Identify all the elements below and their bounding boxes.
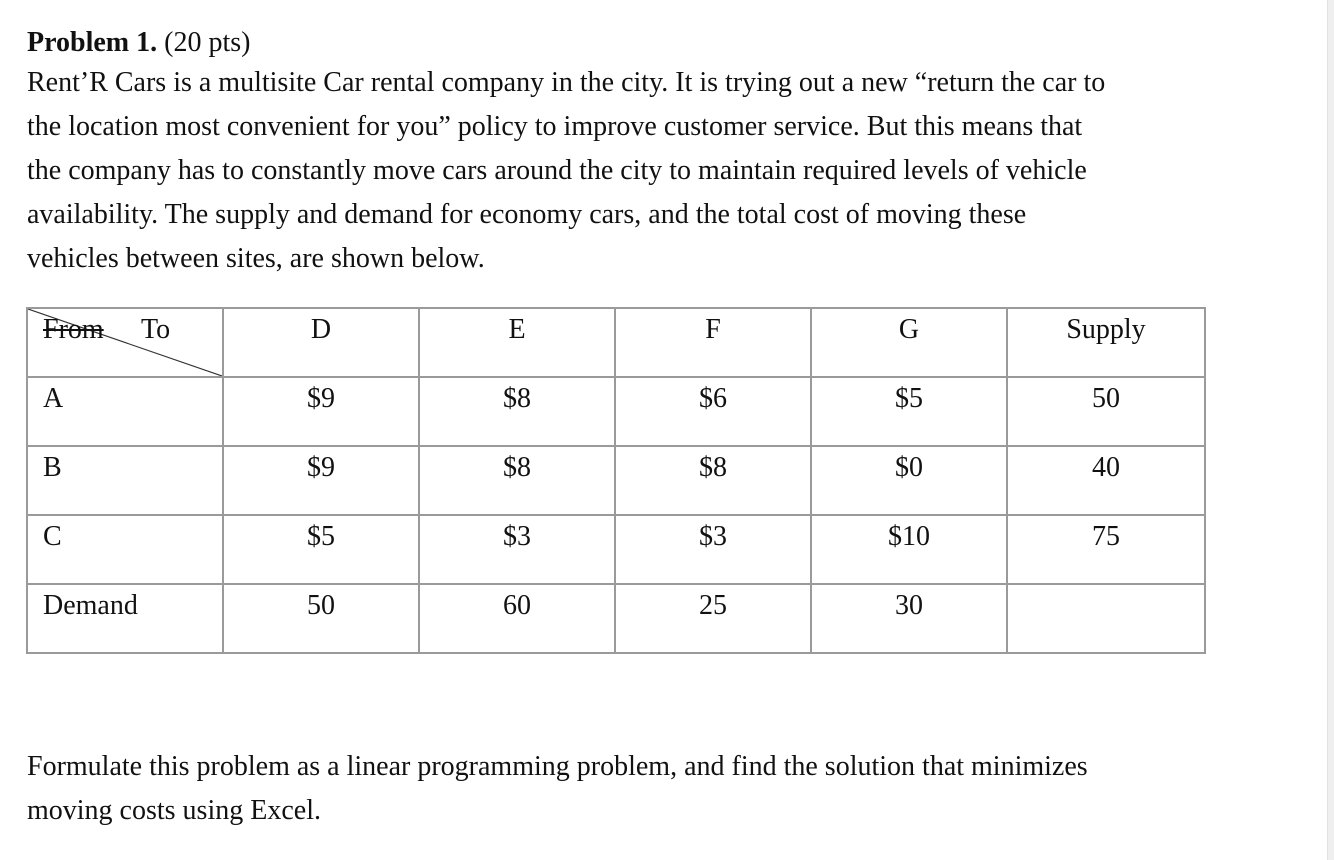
table-cell: 50 xyxy=(223,584,419,653)
table-cell: 50 xyxy=(1007,377,1205,446)
description-line: Rent’R Cars is a multisite Car rental company in the city. It is trying out a new “return the car to xyxy=(27,67,1106,98)
problem-heading xyxy=(27,25,250,61)
task-line: moving costs using Excel. xyxy=(27,795,321,826)
table-cell: $9 xyxy=(223,377,419,446)
description-line: availability. The supply and demand for economy cars, and the total cost of moving these xyxy=(27,199,1027,230)
column-header: F xyxy=(615,308,811,377)
row-label: Demand xyxy=(27,584,223,653)
description-line: the location most convenient for you” policy to improve customer service. But this means that xyxy=(27,111,1083,142)
table-cell: $9 xyxy=(223,446,419,515)
column-header: E xyxy=(419,308,615,377)
table-corner-cell xyxy=(27,308,223,377)
table-cell: $0 xyxy=(811,446,1007,515)
page-edge-strip xyxy=(1327,0,1334,860)
corner-to-label: To xyxy=(141,314,171,345)
row-label: A xyxy=(27,377,223,446)
table-cell: $10 xyxy=(811,515,1007,584)
table-cell: $6 xyxy=(615,377,811,446)
table-cell: $8 xyxy=(419,377,615,446)
column-header: G xyxy=(811,308,1007,377)
table-cell: 40 xyxy=(1007,446,1205,515)
table-cell: 25 xyxy=(615,584,811,653)
table-cell: $3 xyxy=(615,515,811,584)
problem-points: (20 pts) xyxy=(157,27,251,58)
cost-supply-demand-table xyxy=(26,307,1206,654)
table-row xyxy=(27,515,1205,584)
task-instructions xyxy=(27,745,1088,833)
problem-description xyxy=(27,61,1105,281)
description-line: vehicles between sites, are shown below. xyxy=(27,243,485,274)
table-cell: $3 xyxy=(419,515,615,584)
corner-from-label: From xyxy=(43,314,104,345)
table-cell-empty xyxy=(1007,584,1205,653)
table-header-row xyxy=(27,308,1205,377)
table-row-demand xyxy=(27,584,1205,653)
table-cell: 75 xyxy=(1007,515,1205,584)
table-cell: $8 xyxy=(615,446,811,515)
table-cell: $5 xyxy=(223,515,419,584)
table-cell: $5 xyxy=(811,377,1007,446)
task-line: Formulate this problem as a linear programming problem, and find the solution that minimizes xyxy=(27,751,1088,782)
table-cell: 60 xyxy=(419,584,615,653)
row-label: C xyxy=(27,515,223,584)
table-cell: $8 xyxy=(419,446,615,515)
description-line: the company has to constantly move cars around the city to maintain required levels of vehicle xyxy=(27,155,1087,186)
table-cell: 30 xyxy=(811,584,1007,653)
problem-title: Problem 1. xyxy=(27,27,158,58)
column-header: D xyxy=(223,308,419,377)
table-row xyxy=(27,377,1205,446)
column-header: Supply xyxy=(1007,308,1205,377)
row-label: B xyxy=(27,446,223,515)
table-row xyxy=(27,446,1205,515)
